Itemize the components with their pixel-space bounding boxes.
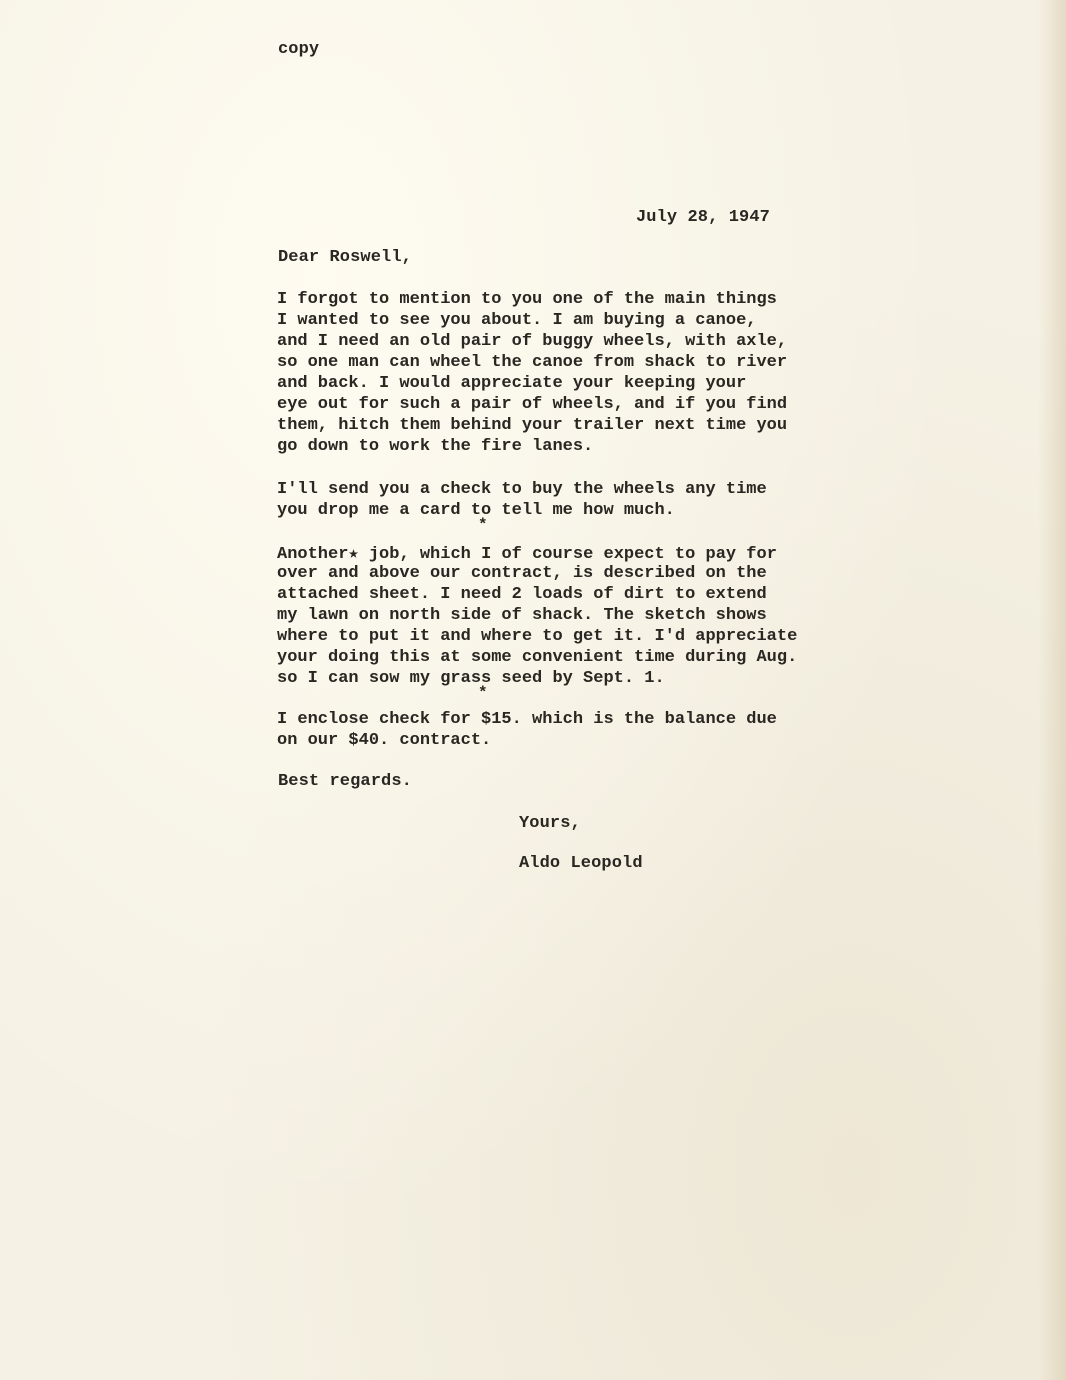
paragraph-line: eye out for such a pair of wheels, and if you find — [277, 395, 788, 414]
closing: Best regards. — [278, 772, 412, 791]
paragraph-line: over and above our contract, is described on the — [277, 564, 767, 583]
asterisk-mark: * — [478, 516, 488, 534]
asterisk-mark: * — [478, 684, 488, 702]
signature-name: Aldo Leopold — [519, 854, 643, 873]
paragraph-line: and I need an old pair of buggy wheels, with axle, — [277, 332, 788, 351]
paragraph-line: you drop me a card to tell me how much. — [277, 501, 675, 520]
paragraph-line: so one man can wheel the canoe from shack to river — [277, 353, 788, 372]
valediction: Yours, — [519, 814, 581, 833]
paragraph-line: I wanted to see you about. I am buying a canoe, — [277, 311, 757, 330]
paragraph-line: I forgot to mention to you one of the main things — [277, 290, 777, 309]
paragraph-line: Another★ job, which I of course expect to pay for — [277, 545, 777, 564]
salutation: Dear Roswell, — [278, 248, 412, 267]
paragraph-line: my lawn on north side of shack. The sketch shows — [277, 606, 767, 625]
paragraph-line: so I can sow my grass seed by Sept. 1. — [277, 669, 665, 688]
paragraph-line: attached sheet. I need 2 loads of dirt to extend — [277, 585, 767, 604]
paragraph-line: on our $40. contract. — [277, 731, 492, 750]
letter-date: July 28, 1947 — [636, 208, 770, 227]
paper-edge-shading — [1038, 0, 1066, 1380]
paragraph-line: go down to work the fire lanes. — [277, 437, 594, 456]
paragraph-line: I'll send you a check to buy the wheels any time — [277, 480, 767, 499]
paragraph-line: I enclose check for $15. which is the balance due — [277, 710, 777, 729]
paragraph-line: where to put it and where to get it. I'd appreciate — [277, 627, 798, 646]
paragraph-line: them, hitch them behind your trailer next time you — [277, 416, 788, 435]
paragraph-line: your doing this at some convenient time during Aug. — [277, 648, 798, 667]
copy-label: copy — [278, 40, 320, 59]
paragraph-line: and back. I would appreciate your keeping your — [277, 374, 747, 393]
